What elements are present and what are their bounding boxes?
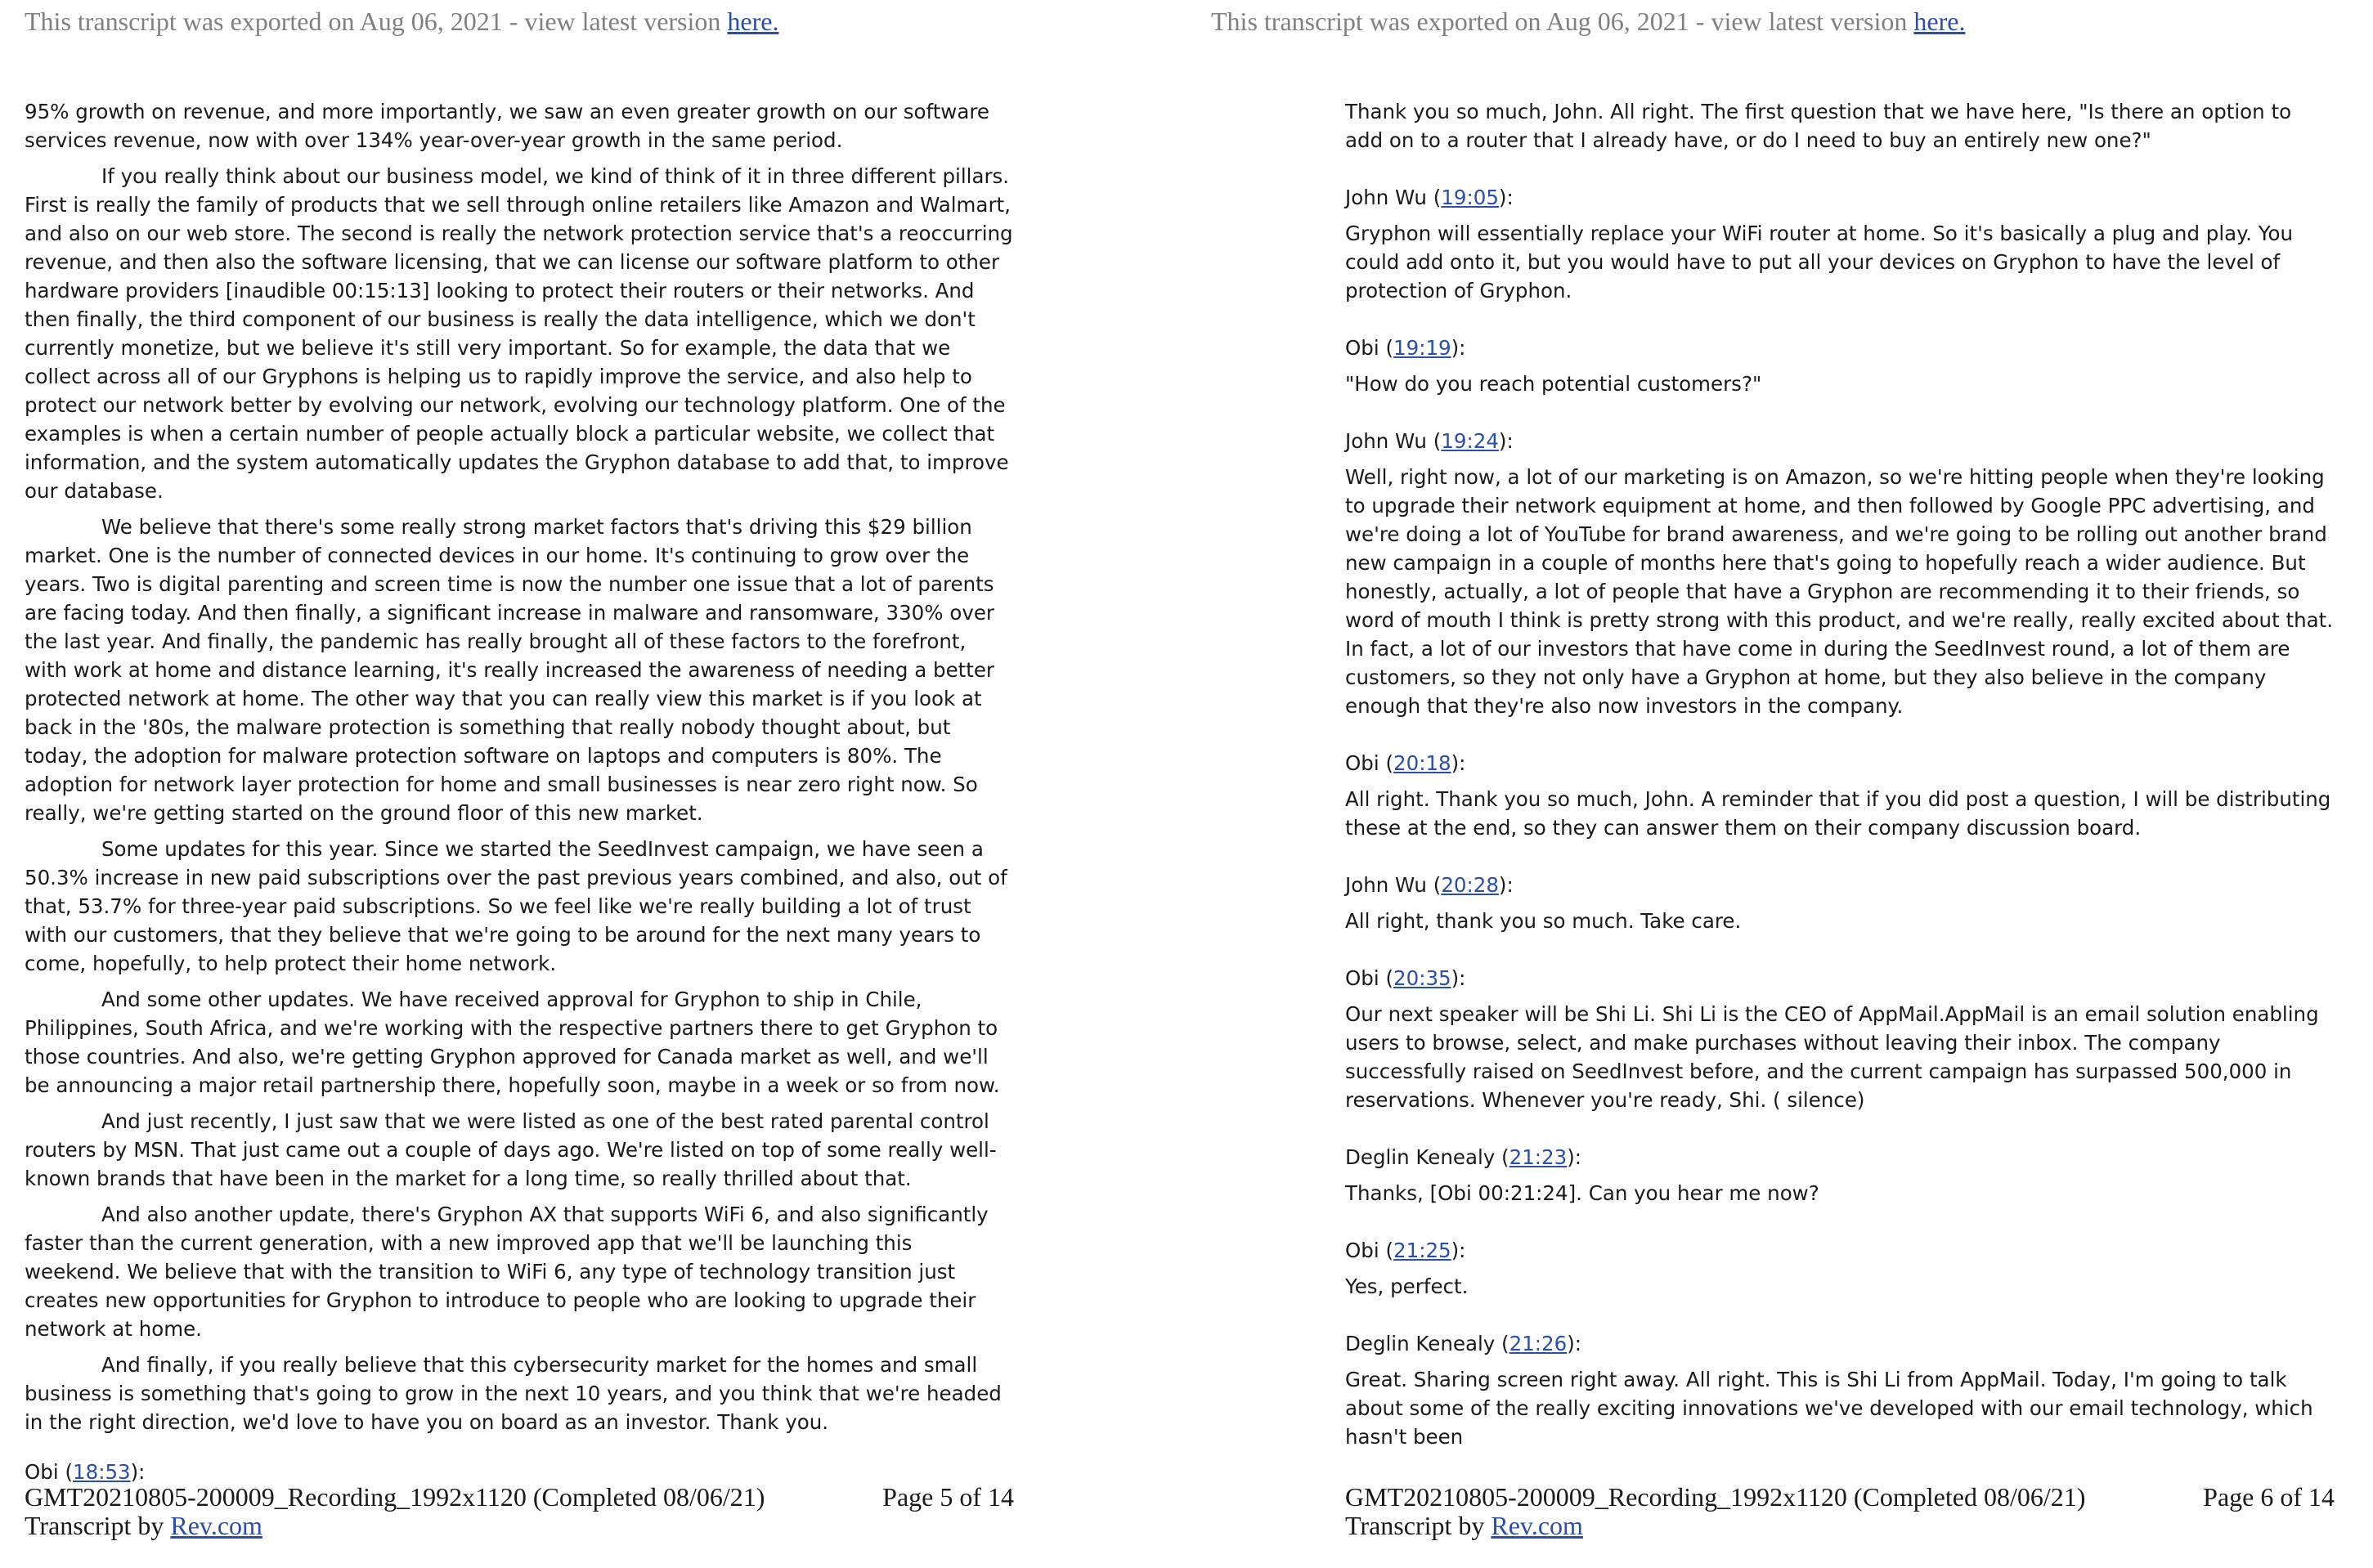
speaker-block	[1345, 749, 2335, 842]
transcript-page-5	[0, 0, 1186, 1568]
transcript-by: Transcript by	[1345, 1511, 1492, 1540]
rev-link[interactable]: Rev.com	[170, 1511, 262, 1540]
speech-text: Great. Sharing screen right away. All right. This is Shi Li from AppMail. Today, I'm going to talk about some of the really exciting innovations we've developed with our email technology, which hasn't been	[1345, 1368, 2313, 1449]
export-notice: This transcript was exported on Aug 06, 2021 - view latest version	[1211, 7, 1914, 36]
speech-text: All right, thank you so much. Take care.	[1345, 909, 1742, 933]
speaker-name: John Wu	[1345, 429, 1427, 453]
speech-text: Our next speaker will be Shi Li. Shi Li is the CEO of AppMail.AppMail is an email solution enabling users to browse, select, and make purchases without leaving their inbox. The company successfully raised on SeedInvest before, and the current campaign has surpassed 500,000 in reservations. Whenever you're ready, Shi. ( silence)	[1345, 1002, 2319, 1112]
speaker-line: Obi (21:25):	[1345, 1239, 1466, 1262]
speaker-block	[1345, 1329, 2335, 1451]
speech-text: Thank you so much, John. All right. The first question that we have here, "Is there an option to add on to a router that I already have, or do I need to buy an entirely new one?"	[1345, 100, 2292, 152]
transcript-body	[25, 97, 1014, 1494]
speaker-name: John Wu	[1345, 873, 1427, 897]
transcript-page-6	[1186, 0, 2373, 1568]
timestamp-link[interactable]: 20:18	[1393, 751, 1451, 775]
speaker-name: Obi	[1345, 336, 1379, 360]
timestamp-link[interactable]: 20:35	[1393, 966, 1451, 990]
timestamp-link[interactable]: 18:53	[73, 1460, 131, 1484]
paragraph: Some updates for this year. Since we started the SeedInvest campaign, we have seen a 50.3% increase in new paid subscriptions over the past previous years combined, and also, out of that, 53.7% for three-year paid subscriptions. So we feel like we're really building a lot of trust with our customers, that they believe that we're going to be around for the next many years to come, hopefully, to help protect their home network.	[25, 837, 1007, 975]
speech-text: Yes, perfect.	[1345, 1275, 1469, 1298]
speaker-line: John Wu (20:28):	[1345, 873, 1514, 897]
footer-row	[25, 1483, 1014, 1512]
export-notice: This transcript was exported on Aug 06, 2021 - view latest version	[25, 7, 728, 36]
speech-text: Well, right now, a lot of our marketing is on Amazon, so we're hitting people when they're looking to upgrade their network equipment at home, and then followed by Google PPC advertising, and we're doing a lot of YouTube for brand awareness, and we're going to be rolling out another brand new campaign in a couple of months here that's going to hopefully reach a wider audience. But honestly, actually, a lot of people that have a Gryphon are recommending it to their friends, so word of mouth I think is pretty strong with this product, and we're really, really excited about that. In fact, a lot of our investors that have come in during the SeedInvest round, a lot of them are customers, so they not only have a Gryphon at home, but they also believe in the company enough that they're also now investors in the company.	[1345, 465, 2334, 718]
paragraph: If you really think about our business model, we kind of think of it in three different pillars. First is really the family of products that we sell through online retailers like Amazon and Walmart, and also on our web store. The second is really the network protection service that's a reoccurring revenue, and then also the software licensing, that we can license our software platform to other hardware providers [inaudible 00:15:13] looking to protect their routers or their networks. And then finally, the third component of our business is really the data intelligence, which we don't currently monetize, but we believe it's still very important. So for example, the data that we collect across all of our Gryphons is helping us to rapidly improve the service, and also help to protect our network better by evolving our network, evolving our technology platform. One of the examples is when a certain number of people actually block a particular website, we collect that information, and the system automatically updates the Gryphon database to add that, to improve our database.	[25, 164, 1013, 503]
timestamp-link[interactable]: 21:26	[1509, 1332, 1568, 1355]
speaker-block	[1345, 183, 2335, 305]
speaker-line: Obi (18:53):	[25, 1460, 146, 1484]
transcript-by: Transcript by	[25, 1511, 171, 1540]
timestamp-link[interactable]: 21:23	[1509, 1145, 1568, 1169]
speaker-block	[1345, 871, 2335, 935]
speaker-line: John Wu (19:24):	[1345, 429, 1514, 453]
paragraph: 95% growth on revenue, and more importantly, we saw an even greater growth on our software services revenue, now with over 134% year-over-year growth in the same period.	[25, 100, 989, 152]
footer-row	[1345, 1483, 2335, 1512]
recording-name: GMT20210805-200009_Recording_1992x1120 (Completed 08/06/21)	[1345, 1482, 2086, 1512]
page-number: Page 6 of 14	[2203, 1482, 2335, 1512]
transcript-credit	[1345, 1512, 2335, 1540]
view-latest-link[interactable]: here.	[1913, 7, 1966, 36]
speaker-name: Deglin Kenealy	[1345, 1332, 1496, 1355]
paragraph: And just recently, I just saw that we were listed as one of the best rated parental control routers by MSN. That just came out a couple of days ago. We're listed on top of some really well-known brands that have been in the market for a long time, so really thrilled about that.	[25, 1109, 997, 1190]
speaker-line: John Wu (19:05):	[1345, 186, 1514, 209]
speech-text: Thanks, [Obi 00:21:24]. Can you hear me now?	[1345, 1181, 1819, 1205]
speech-text: All right. Thank you so much, John. A reminder that if you did post a question, I will be distributing these at the end, so they can answer them on their company discussion board.	[1345, 787, 2331, 840]
page-footer	[25, 1483, 1014, 1540]
paragraph: And finally, if you really believe that this cybersecurity market for the homes and small business is something that's going to grow in the next 10 years, and you think that we're headed in the right direction, we'd love to have you on board as an investor. Thank you.	[25, 1353, 1002, 1434]
transcript-body	[1345, 97, 2335, 1451]
timestamp-link[interactable]: 19:19	[1393, 336, 1451, 360]
page-number: Page 5 of 14	[882, 1482, 1014, 1512]
speaker-block	[1345, 1236, 2335, 1301]
speaker-name: John Wu	[1345, 186, 1427, 209]
export-header	[1211, 7, 1965, 37]
speaker-block	[1345, 964, 2335, 1114]
speaker-block	[1345, 427, 2335, 720]
speaker-line: Obi (20:35):	[1345, 966, 1466, 990]
speaker-name: Deglin Kenealy	[1345, 1145, 1496, 1169]
timestamp-link[interactable]: 19:05	[1441, 186, 1499, 209]
speaker-name: Obi	[1345, 1239, 1379, 1262]
speaker-name: Obi	[1345, 966, 1379, 990]
speaker-name: Obi	[25, 1460, 59, 1484]
timestamp-link[interactable]: 21:25	[1393, 1239, 1451, 1262]
timestamp-link[interactable]: 20:28	[1441, 873, 1499, 897]
speaker-block	[1345, 1143, 2335, 1207]
speaker-block	[1345, 334, 2335, 398]
timestamp-link[interactable]: 19:24	[1441, 429, 1499, 453]
speaker-name: Obi	[1345, 751, 1379, 775]
paragraph: And some other updates. We have received approval for Gryphon to ship in Chile, Philippines, South Africa, and we're working with the respective partners there to get Gryphon to those countries. And also, we're getting Gryphon approved for Canada market as well, and we'll be announcing a major retail partnership there, hopefully soon, maybe in a week or so from now.	[25, 988, 1000, 1097]
rev-link[interactable]: Rev.com	[1491, 1511, 1583, 1540]
page-footer	[1345, 1483, 2335, 1540]
paragraph: We believe that there's some really strong market factors that's driving this $29 billion market. One is the number of connected devices in our home. It's continuing to grow over the years. Two is digital parenting and screen time is now the number one issue that a lot of parents are facing today. And then finally, a significant increase in malware and ransomware, 330% over the last year. And finally, the pandemic has really brought all of these factors to the forefront, with work at home and distance learning, it's really increased the awareness of needing a better protected network at home. The other way that you can really view this market is if you look at back in the '80s, the malware protection is something that really nobody thought about, but today, the adoption for malware protection software on laptops and computers is 80%. The adoption for network layer protection for home and small businesses is near zero right now. So really, we're getting started on the ground floor of this new market.	[25, 515, 995, 825]
recording-name: GMT20210805-200009_Recording_1992x1120 (Completed 08/06/21)	[25, 1482, 765, 1512]
speaker-line: Deglin Kenealy (21:23):	[1345, 1145, 1582, 1169]
speaker-line: Deglin Kenealy (21:26):	[1345, 1332, 1582, 1355]
transcript-intro	[1345, 97, 2335, 155]
transcript-credit	[25, 1512, 1014, 1540]
speaker-line: Obi (20:18):	[1345, 751, 1466, 775]
speech-text: Gryphon will essentially replace your WiFi router at home. So it's basically a plug and play. You could add onto it, but you would have to put all your devices on Gryphon to have the level of protection of Gryphon.	[1345, 222, 2293, 302]
paragraph: And also another update, there's Gryphon AX that supports WiFi 6, and also significantly faster than the current generation, with a new improved app that we'll be launching this weekend. We believe that with the transition to WiFi 6, any type of technology transition just creates new opportunities for Gryphon to introduce to people who are looking to upgrade their network at home.	[25, 1203, 989, 1341]
speaker-line: Obi (19:19):	[1345, 336, 1466, 360]
speech-text: "How do you reach potential customers?"	[1345, 372, 1762, 396]
export-header	[25, 7, 778, 37]
view-latest-link[interactable]: here.	[727, 7, 779, 36]
